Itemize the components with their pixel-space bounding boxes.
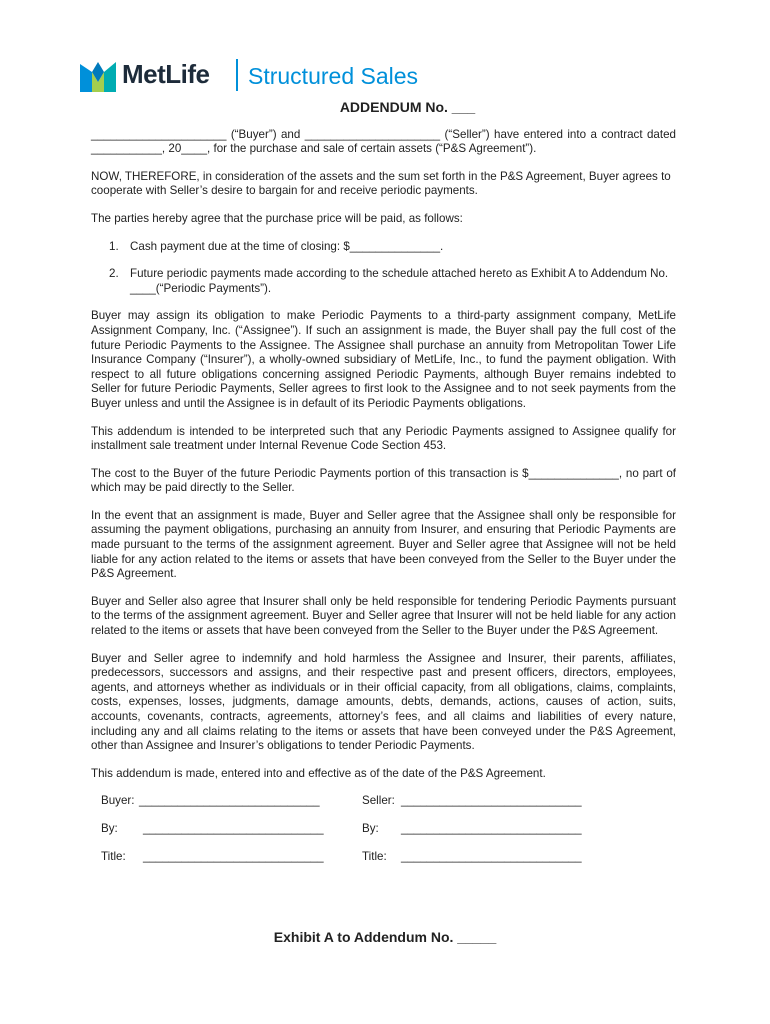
indemnify-paragraph: Buyer and Seller agree to indemnify and hold harmless the Assignee and Insurer, their parents, affiliates, predecessors, successors and assigns, and their respective past and present officers, directors, employees, agents, and attorneys whether as individuals or in their official capacity, from all obligations, claims, complaints, costs, expenses, losses, judgments, damage amounts, debts, demands, actions, causes of action, suits, accounts, covenants, contracts, agreements, attorney’s fees, and all claims and liabilities of every nature, including any and all claims relating to the items or assets that have been conveyed under the P&S Agreement, other than Assignee and Insurer’s obligations to tender Periodic Payments. bbox=[91, 651, 676, 753]
list-item bbox=[91, 240, 676, 255]
header-divider bbox=[236, 59, 238, 91]
signature-row-title bbox=[101, 850, 676, 866]
payment-list bbox=[91, 240, 676, 297]
now-therefore-paragraph: NOW, THEREFORE, in consideration of the assets and the sum set forth in the P&S Agreement, Buyer agrees to cooperate with Seller’s desire to bargain for and receive periodic payments. bbox=[91, 169, 671, 198]
document-title: ADDENDUM No. ___ bbox=[339, 99, 476, 115]
seller-by-label: By: bbox=[362, 822, 379, 836]
assignment-paragraph: Buyer may assign its obligation to make Periodic Payments to a third-party assignment company, MetLife Assignment Company, Inc. (“Assignee”). If such an assignment is made, the Buyer shall pay the full cost of the future Periodic Payments to the Assignee. The Assignee shall purchase an annuity from Metropolitan Tower Life Insurance Company (“Insurer”), a wholly-owned subsidiary of MetLife, Inc., to fund the payment obligation. With respect to all future obligations concerning assigned Periodic Payments, although Buyer remains indebted to Seller for future Periodic Payments, Seller agrees to first look to the Assignee and to not seek payments from the Buyer unless and until the Assignee is in default of its Periodic Payments obligations. bbox=[91, 309, 676, 410]
metlife-logo-icon bbox=[80, 58, 116, 92]
buyer-by-line[interactable]: ____________________________ bbox=[143, 822, 324, 836]
list-number: 1. bbox=[109, 239, 119, 253]
seller-signature-line[interactable]: ____________________________ bbox=[401, 794, 582, 808]
list-number: 2. bbox=[109, 267, 119, 281]
buyer-by-label: By: bbox=[101, 822, 118, 836]
event-paragraph: In the event that an assignment is made, Buyer and Seller agree that the Assignee shall only be responsible for assuming the payment obligations, purchasing an annuity from Insurer, and ensuring that Periodic Payments are made pursuant to the terms of the assignment agreement. Buyer and Seller agree that Assignee will not be held liable for any action related to the items or assets that have been conveyed from the Seller to the Buyer under the P&S Agreement. bbox=[91, 508, 676, 581]
insurer-paragraph: Buyer and Seller also agree that Insurer shall only be held responsible for tendering Periodic Payments pursuant to the terms of the assignment agreement. Buyer and Seller agree that Insurer will not be held liable for any action related to the items or assets that have been conveyed from the Seller to the Buyer under the P&S Agreement. bbox=[91, 594, 676, 638]
seller-by-line[interactable]: ____________________________ bbox=[401, 822, 582, 836]
list-item bbox=[91, 267, 676, 296]
list-text: Cash payment due at the time of closing: $______________. bbox=[130, 239, 444, 253]
seller-title-line[interactable]: ____________________________ bbox=[401, 850, 582, 864]
intent-paragraph: This addendum is intended to be interpreted such that any Periodic Payments assigned to Assignee qualify for installment sale treatment under Internal Revenue Code Section 453. bbox=[91, 424, 676, 453]
buyer-title-label: Title: bbox=[101, 850, 126, 864]
cost-paragraph: The cost to the Buyer of the future Periodic Payments portion of this transaction is $______________, no part of which may be paid directly to the Seller. bbox=[91, 466, 676, 495]
document-body bbox=[91, 100, 676, 884]
buyer-signature-line[interactable]: ____________________________ bbox=[139, 794, 320, 808]
buyer-label: Buyer: bbox=[101, 794, 135, 808]
buyer-title-line[interactable]: ____________________________ bbox=[143, 850, 324, 864]
page-header bbox=[80, 56, 680, 96]
logo-wordmark: MetLife bbox=[122, 59, 210, 89]
seller-label: Seller: bbox=[362, 794, 395, 808]
header-title: Structured Sales bbox=[248, 63, 419, 89]
effective-paragraph: This addendum is made, entered into and effective as of the date of the P&S Agreement. bbox=[91, 766, 546, 780]
signature-row-buyer-seller bbox=[101, 794, 676, 810]
signature-block bbox=[91, 794, 676, 884]
parties-agree-paragraph: The parties hereby agree that the purchase price will be paid, as follows: bbox=[91, 211, 463, 225]
list-text: Future periodic payments made according to the schedule attached hereto as Exhibit A to Addendum No. ____(“Periodic Payments”). bbox=[130, 267, 669, 295]
intro-paragraph: _____________________ (“Buyer”) and _____________________ (“Seller”) have entered into a contract dated ___________, 20____, for the purchase and sale of certain assets (“P&S Agreement”). bbox=[91, 127, 676, 156]
signature-row-by bbox=[101, 822, 676, 838]
seller-title-label: Title: bbox=[362, 850, 387, 864]
exhibit-heading: Exhibit A to Addendum No. _____ bbox=[273, 929, 497, 945]
